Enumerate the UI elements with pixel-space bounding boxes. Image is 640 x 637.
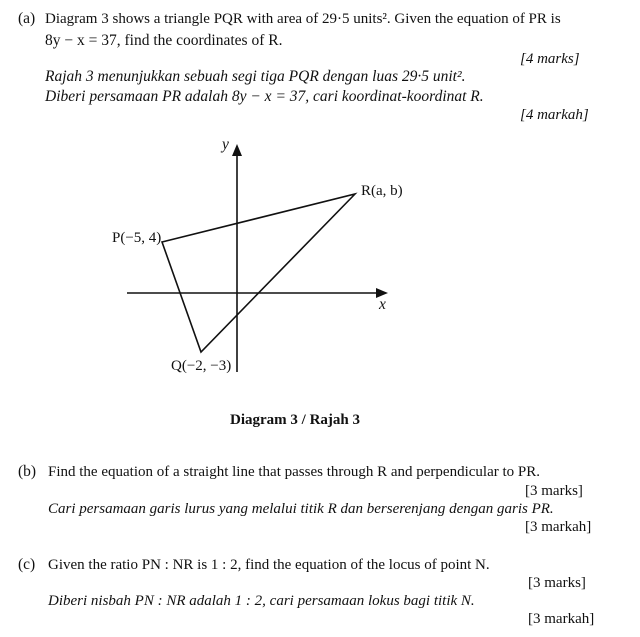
part-a-malay-line1: Rajah 3 menunjukkan sebuah segi tiga PQR dengan luas 29·5 unit². bbox=[45, 68, 466, 85]
part-b-malay: Cari persamaan garis lurus yang melalui titik R dan berserenjang dengan garis PR. bbox=[48, 501, 554, 517]
part-c-label: (c) bbox=[18, 556, 36, 573]
part-b-marks: [3 marks] bbox=[525, 483, 583, 499]
part-a-question-line1: Diagram 3 shows a triangle PQR with area of 29·5 units². Given the equation of PR is bbox=[45, 11, 561, 27]
triangle-pqr bbox=[162, 194, 355, 352]
part-c-question: Given the ratio PN : NR is 1 : 2, find the equation of the locus of point N. bbox=[48, 557, 490, 573]
y-axis-arrowhead bbox=[232, 144, 242, 156]
part-c-marks: [3 marks] bbox=[528, 575, 586, 591]
point-q-label: Q(−2, −3) bbox=[171, 358, 232, 374]
x-axis-label: x bbox=[379, 296, 386, 313]
part-a-markah: [4 markah] bbox=[520, 107, 589, 123]
part-c-malay: Diberi nisbah PN : NR adalah 1 : 2, cari persamaan lokus bagi titik N. bbox=[48, 593, 475, 609]
part-a-question-line2: 8y − x = 37, find the coordinates of R. bbox=[45, 32, 283, 49]
point-r-label: R(a, b) bbox=[361, 183, 403, 199]
point-p-label: P(−5, 4) bbox=[112, 230, 162, 246]
part-b-markah: [3 markah] bbox=[525, 519, 592, 535]
part-b-label: (b) bbox=[18, 463, 37, 480]
part-b-question: Find the equation of a straight line that passes through R and perpendicular to PR. bbox=[48, 464, 540, 480]
part-a-malay-line2: Diberi persamaan PR adalah 8y − x = 37, cari koordinat-koordinat R. bbox=[45, 88, 484, 105]
part-c-markah: [3 markah] bbox=[528, 611, 595, 627]
part-a-marks: [4 marks] bbox=[520, 51, 580, 67]
diagram-caption: Diagram 3 / Rajah 3 bbox=[230, 412, 360, 428]
y-axis-label: y bbox=[222, 136, 229, 153]
part-a-label: (a) bbox=[18, 10, 36, 27]
